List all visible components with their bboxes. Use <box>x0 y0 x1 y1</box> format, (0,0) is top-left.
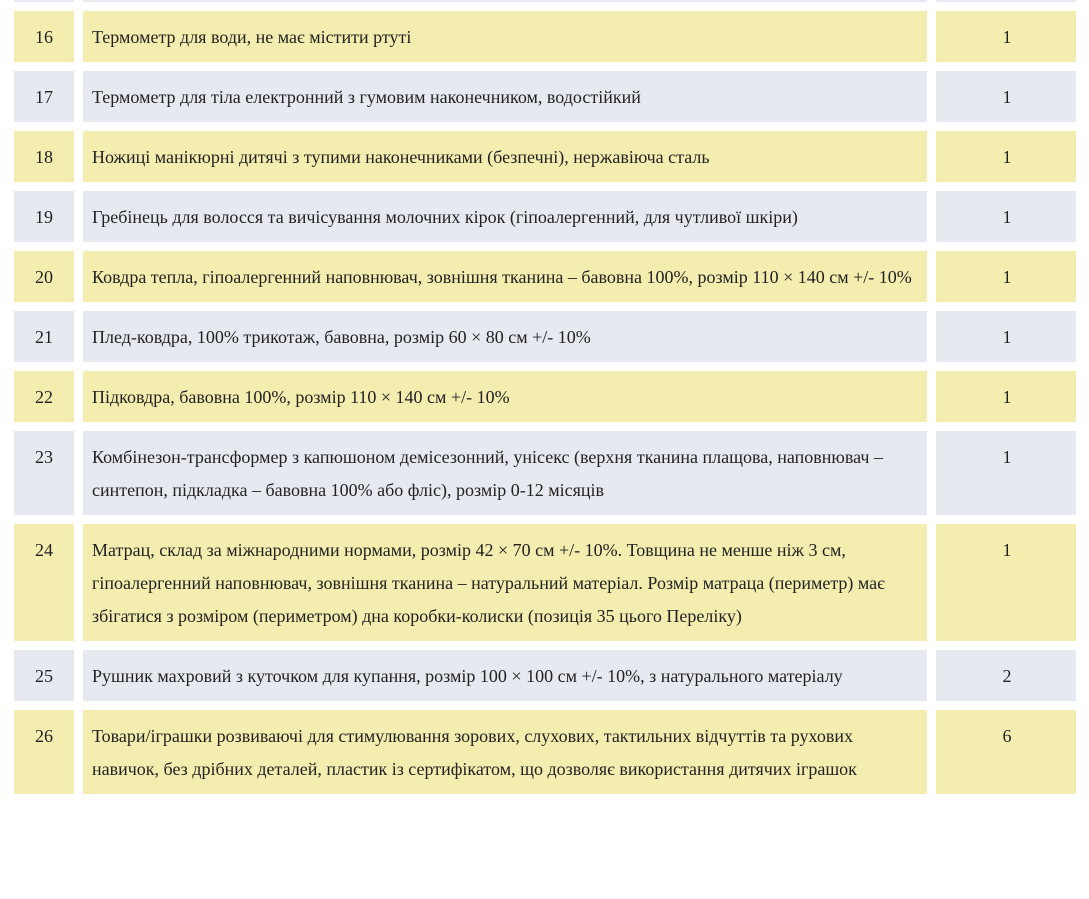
table-row <box>14 71 1076 122</box>
row-number: 19 <box>14 191 74 242</box>
table-row <box>14 11 1076 62</box>
item-quantity: 1 <box>936 311 1076 362</box>
row-number: 22 <box>14 371 74 422</box>
item-description: Підковдра, бавовна 100%, розмір 110 × 140 см +/- 10% <box>83 371 927 422</box>
item-quantity: 1 <box>936 524 1076 641</box>
row-number: 17 <box>14 71 74 122</box>
table-row <box>14 524 1076 641</box>
items-table <box>14 0 1076 803</box>
item-description: Матрац, склад за міжнародними нормами, розмір 42 × 70 см +/- 10%. Товщина не менше ніж 3 см, гіпоалергенний наповнювач, зовнішня тканина – натуральний матеріал. Розмір матраца (периметр) має збігатися з розміром (периметром) дна коробки-колиски (позиція 35 цього Переліку) <box>83 524 927 641</box>
item-description: Ковдра тепла, гіпоалергенний наповнювач, зовнішня тканина – бавовна 100%, розмір 110 × 140 см +/- 10% <box>83 251 927 302</box>
item-quantity: 1 <box>936 431 1076 515</box>
row-number: 20 <box>14 251 74 302</box>
item-quantity: 1 <box>936 371 1076 422</box>
table-row <box>14 371 1076 422</box>
item-quantity: 2 <box>936 650 1076 701</box>
row-number: 23 <box>14 431 74 515</box>
item-description: Термометр для тіла електронний з гумовим наконечником, водостійкий <box>83 71 927 122</box>
table-row <box>14 191 1076 242</box>
item-description: Комбінезон-трансформер з капюшоном демісезонний, унісекс (верхня тканина плащова, наповнювач – синтепон, підкладка – бавовна 100% або фліс), розмір 0-12 місяців <box>83 431 927 515</box>
item-description: Рушник махровий з куточком для купання, розмір 100 × 100 см +/- 10%, з натурального матеріалу <box>83 650 927 701</box>
table-row <box>14 710 1076 794</box>
row-number: 26 <box>14 710 74 794</box>
row-number: 25 <box>14 650 74 701</box>
item-quantity: 1 <box>936 11 1076 62</box>
item-description: Плед-ковдра, 100% трикотаж, бавовна, розмір 60 × 80 см +/- 10% <box>83 311 927 362</box>
item-quantity: 6 <box>936 710 1076 794</box>
item-description: Ножиці манікюрні дитячі з тупими наконечниками (безпечні), нержавіюча сталь <box>83 131 927 182</box>
row-number: 18 <box>14 131 74 182</box>
item-quantity: 1 <box>936 71 1076 122</box>
item-description: Термометр для води, не має містити ртуті <box>83 11 927 62</box>
previous-row-edge <box>14 0 1076 2</box>
item-quantity: 1 <box>936 251 1076 302</box>
table-row <box>14 650 1076 701</box>
table-row <box>14 131 1076 182</box>
item-quantity: 1 <box>936 191 1076 242</box>
item-description: Товари/іграшки розвиваючі для стимулювання зорових, слухових, тактильних відчуттів та рухових навичок, без дрібних деталей, пластик із сертифікатом, що дозволяє використання дитячих іграшок <box>83 710 927 794</box>
row-number: 21 <box>14 311 74 362</box>
table-row <box>14 251 1076 302</box>
row-number: 16 <box>14 11 74 62</box>
item-quantity: 1 <box>936 131 1076 182</box>
row-number: 24 <box>14 524 74 641</box>
table-row <box>14 311 1076 362</box>
item-description: Гребінець для волосся та вичісування молочних кірок (гіпоалергенний, для чутливої шкіри) <box>83 191 927 242</box>
table-row <box>14 431 1076 515</box>
